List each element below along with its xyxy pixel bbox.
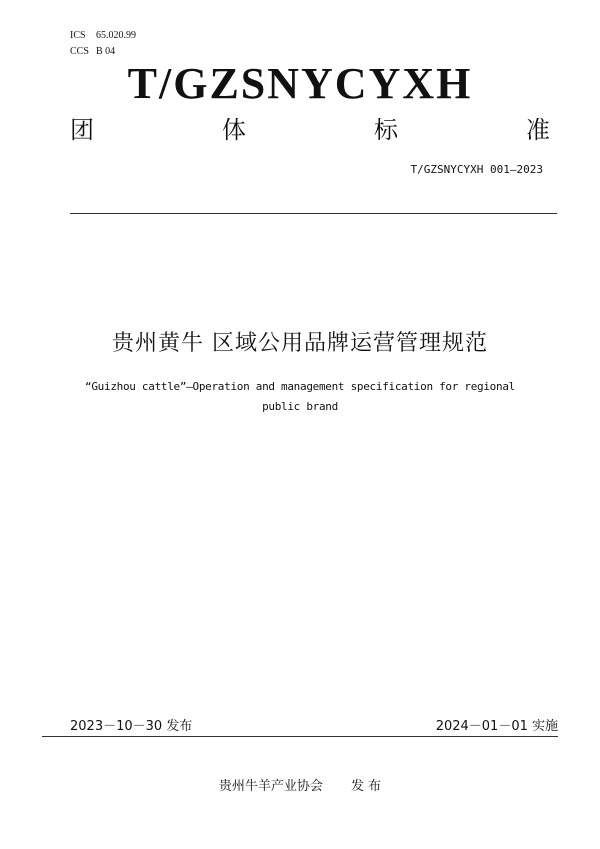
organization-code-heading: T/GZSNYCYXH (127, 59, 473, 108)
english-title (40, 377, 560, 417)
standard-number: T/GZSNYCYXH 001—2023 (410, 163, 543, 176)
publish-date: 2023－10－30 发布 (70, 719, 193, 734)
footer-divider (42, 736, 558, 737)
ics-label: ICS (70, 30, 86, 41)
header-divider (70, 213, 557, 214)
classification-codes (70, 28, 136, 60)
english-title-line: “Guizhou cattle”—Operation and management specification for regional (85, 380, 515, 393)
issue-word: 发 布 (350, 779, 382, 794)
standard-type-char: 标 (374, 116, 398, 144)
implementation-date: 2024－01－01 实施 (435, 719, 558, 734)
standard-type-char: 体 (222, 116, 246, 144)
issuer-name: 贵州牛羊产业协会 (218, 779, 323, 794)
standard-type-heading (70, 114, 550, 146)
issuer-line (0, 775, 600, 794)
standard-type-char: 准 (526, 116, 550, 144)
ccs-value: B 04 (96, 46, 116, 57)
ccs-label: CCS (70, 46, 89, 57)
ics-value: 65.020.99 (96, 30, 136, 41)
chinese-title: 贵州黄牛 区域公用品牌运营管理规范 (112, 331, 488, 356)
standard-type-char: 团 (70, 116, 94, 144)
english-title-line: public brand (262, 400, 338, 413)
ics-code (70, 28, 136, 44)
